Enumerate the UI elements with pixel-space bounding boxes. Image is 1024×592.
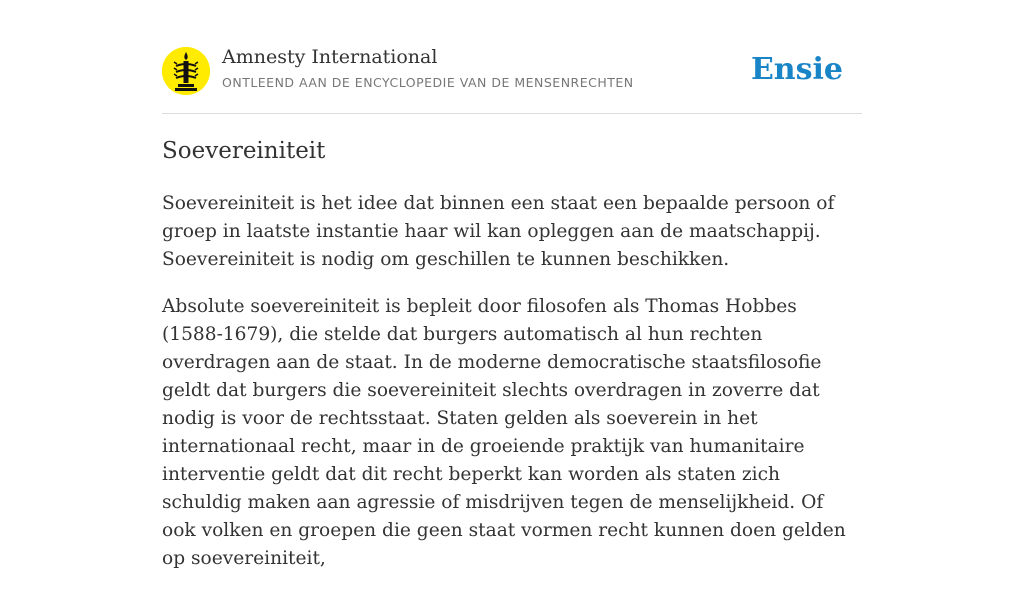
article-title: Soevereiniteit [162, 138, 326, 164]
header [162, 0, 862, 114]
article-body [162, 190, 862, 592]
article-paragraph: Absolute soevereiniteit is bepleit door filosofen als Thomas Hobbes (1588-1679), die stelde dat burgers automatisch al hun rechten overdragen aan de staat. In de moderne democratische staatsfilosofie geldt dat burgers die soevereiniteit slechts overdragen in zoverre dat nodig is voor de rechtsstaat. Staten gelden als soeverein in het internationaal recht, maar in de groeiende praktijk van humanitaire interventie geldt dat dit recht beperkt kan worden als staten zich schuldig maken aan agressie of misdrijven tegen de menselijkheid. Of ook volken en groepen die geen staat vormen recht kunnen doen gelden op soevereiniteit, [162, 296, 846, 569]
amnesty-candle-icon[interactable] [162, 47, 210, 95]
ensie-logo-link[interactable]: Ensie [750, 52, 843, 87]
content-column [162, 0, 862, 569]
organization-subtitle: ONTLEEND AAN DE ENCYCLOPEDIE VAN DE MENSENRECHTEN [222, 75, 634, 90]
organization-name[interactable]: Amnesty International [222, 46, 438, 68]
article-paragraph: Soevereiniteit is het idee dat binnen een staat een bepaalde persoon of groep in laatste instantie haar wil kan opleggen aan de maatschappij. Soevereiniteit is nodig om geschillen te kunnen beschikken. [162, 193, 835, 270]
